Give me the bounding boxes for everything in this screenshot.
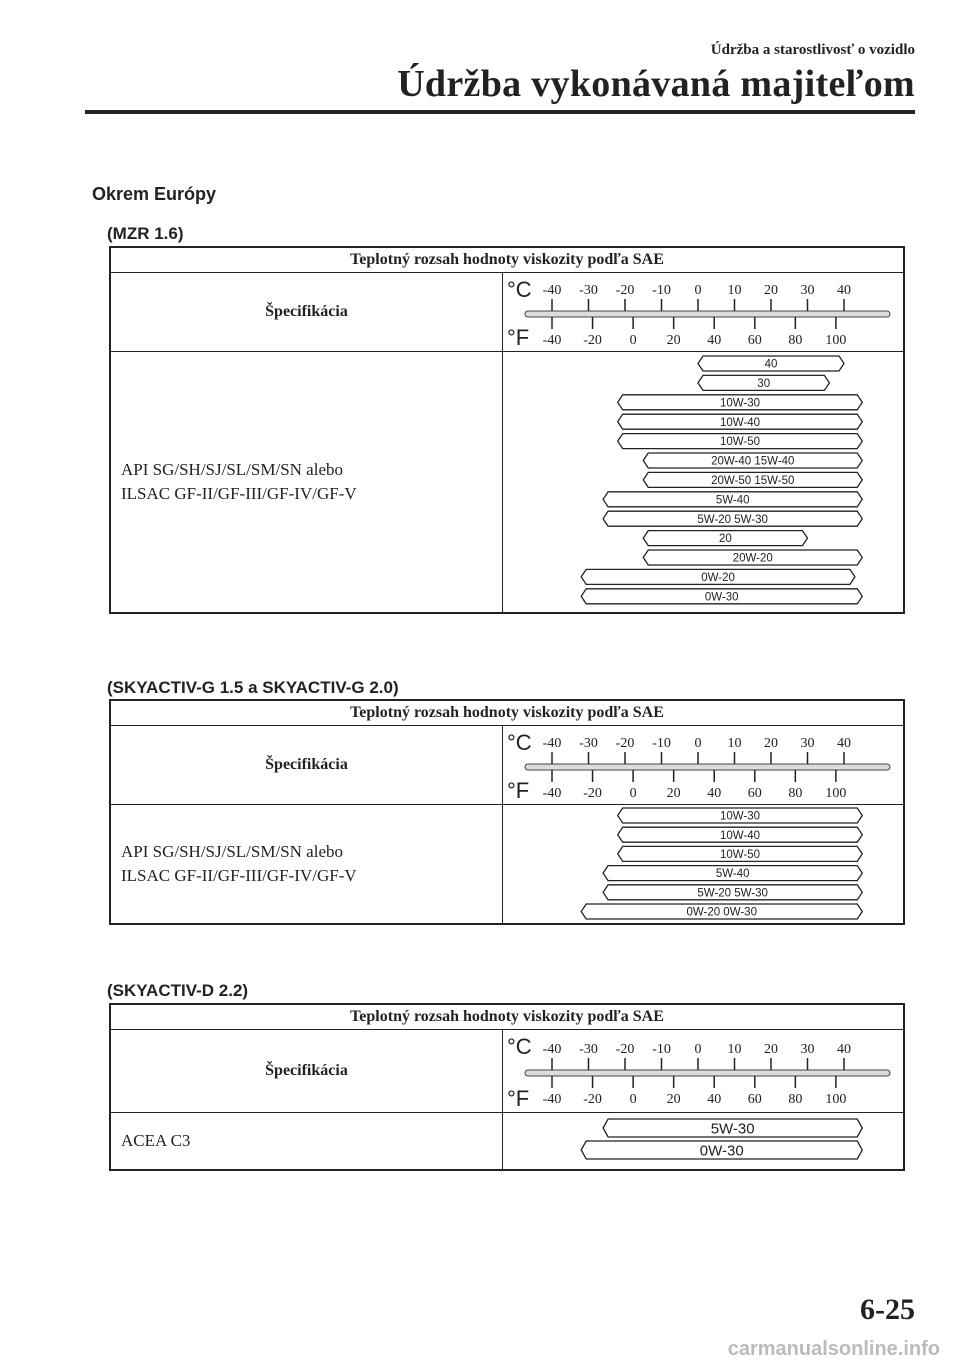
- viscosity-bar-label: 5W-30: [710, 1120, 755, 1138]
- fahrenheit-tick-label: 0: [629, 1092, 637, 1107]
- celsius-tick-label: 10: [727, 736, 742, 751]
- viscosity-bar-label: 5W-20 5W-30: [697, 887, 768, 900]
- celsius-tick-label: -20: [615, 1042, 635, 1057]
- section-label-skyactiv-d: (SKYACTIV-D 2.2): [107, 981, 249, 1000]
- celsius-tick-label: 30: [800, 736, 815, 751]
- celsius-tick-label: 40: [837, 1042, 851, 1057]
- scale-line: [525, 764, 890, 770]
- spec-label: Špecifikácia: [110, 726, 503, 805]
- viscosity-bar-label: 0W-20: [701, 572, 735, 585]
- viscosity-bar-label: 20W-20: [732, 552, 773, 565]
- fahrenheit-tick-label: 60: [747, 1092, 762, 1107]
- celsius-tick-label: 40: [837, 283, 851, 298]
- viscosity-bar-label: 5W-40: [715, 494, 750, 507]
- fahrenheit-tick-label: -40: [542, 333, 562, 348]
- celsius-tick-label: 40: [837, 736, 851, 751]
- spec-label: Špecifikácia: [110, 273, 503, 352]
- celsius-tick-label: 10: [727, 283, 742, 298]
- viscosity-table-skyactiv-g: [109, 699, 905, 925]
- celsius-tick-label: -40: [542, 283, 562, 298]
- fahrenheit-tick-label: 100: [825, 786, 847, 801]
- fahrenheit-tick-label: -40: [542, 1092, 562, 1107]
- section-label-skyactiv-g: (SKYACTIV-G 1.5 a SKYACTIV-G 2.0): [107, 678, 399, 697]
- section-label-mzr: (MZR 1.6): [107, 224, 184, 243]
- fahrenheit-tick-label: -40: [542, 786, 562, 801]
- spec-label: Špecifikácia: [110, 1030, 503, 1113]
- header-chapter: Údržba a starostlivosť o vozidlo: [710, 42, 915, 58]
- fahrenheit-tick-label: 20: [666, 333, 681, 348]
- oil-spec-line-1: ACEA C3: [121, 1131, 191, 1150]
- celsius-tick-label: 0: [694, 736, 702, 751]
- celsius-tick-label: -30: [579, 283, 598, 298]
- temperature-scale: [503, 726, 905, 805]
- celsius-tick-label: -10: [652, 1042, 671, 1057]
- viscosity-bar-label: 10W-40: [719, 829, 761, 842]
- fahrenheit-tick-label: 40: [707, 786, 722, 801]
- fahrenheit-tick-label: 20: [666, 786, 681, 801]
- celsius-tick-label: -40: [542, 1042, 562, 1057]
- fahrenheit-tick-label: -20: [583, 786, 602, 801]
- fahrenheit-tick-label: 40: [707, 1092, 722, 1107]
- viscosity-bar-label: 40: [764, 358, 778, 371]
- fahrenheit-unit: °F: [507, 1086, 530, 1111]
- celsius-tick-label: 20: [764, 1042, 778, 1057]
- temperature-scale: [503, 273, 905, 352]
- viscosity-bar-label: 20: [718, 533, 732, 546]
- page-number: 6-25: [860, 1293, 915, 1326]
- celsius-tick-label: 20: [764, 283, 778, 298]
- celsius-unit: °C: [507, 730, 532, 755]
- celsius-tick-label: -40: [542, 736, 562, 751]
- scale-line: [525, 311, 890, 317]
- region-title: Okrem Európy: [92, 184, 217, 204]
- watermark: carmanualsonline.info: [727, 1338, 940, 1360]
- celsius-tick-label: -30: [579, 1042, 598, 1057]
- oil-spec: [110, 352, 503, 614]
- fahrenheit-tick-label: 60: [747, 333, 762, 348]
- celsius-tick-label: 10: [727, 1042, 742, 1057]
- oil-spec-line-1: API SG/SH/SJ/SL/SM/SN alebo: [121, 460, 343, 479]
- celsius-tick-label: 30: [800, 1042, 815, 1057]
- table-title: Teplotný rozsah hodnoty viskozity podľa SAE: [110, 700, 904, 726]
- viscosity-table-skyactiv-d: [109, 1003, 905, 1171]
- fahrenheit-tick-label: 0: [629, 786, 637, 801]
- viscosity-bar-label: 30: [757, 378, 771, 391]
- celsius-tick-label: -20: [615, 736, 635, 751]
- viscosity-bar-label: 10W-30: [719, 397, 761, 410]
- viscosity-bar-label: 0W-30: [704, 591, 739, 604]
- fahrenheit-tick-label: 20: [666, 1092, 681, 1107]
- viscosity-bar-label: 5W-40: [715, 868, 750, 881]
- fahrenheit-unit: °F: [507, 325, 530, 350]
- viscosity-bars: [503, 352, 905, 614]
- celsius-tick-label: 0: [694, 1042, 702, 1057]
- fahrenheit-tick-label: 100: [825, 1092, 847, 1107]
- table-title: Teplotný rozsah hodnoty viskozity podľa SAE: [110, 1004, 904, 1030]
- fahrenheit-tick-label: 80: [788, 333, 803, 348]
- oil-spec: [110, 805, 503, 925]
- fahrenheit-tick-label: -20: [583, 1092, 602, 1107]
- fahrenheit-tick-label: 60: [747, 786, 762, 801]
- fahrenheit-tick-label: 40: [707, 333, 722, 348]
- celsius-tick-label: 20: [764, 736, 778, 751]
- viscosity-bar-label: 20W-50 15W-50: [711, 475, 795, 488]
- header-rule: [85, 110, 915, 114]
- celsius-tick-label: 30: [800, 283, 815, 298]
- viscosity-bars: [503, 1113, 905, 1171]
- fahrenheit-unit: °F: [507, 778, 530, 803]
- viscosity-table-mzr: [109, 246, 905, 614]
- viscosity-bar-label: 0W-20 0W-30: [686, 906, 757, 919]
- celsius-unit: °C: [507, 277, 532, 302]
- fahrenheit-tick-label: 100: [825, 333, 847, 348]
- celsius-unit: °C: [507, 1034, 532, 1059]
- fahrenheit-tick-label: 0: [629, 333, 637, 348]
- temperature-scale: [503, 1030, 905, 1113]
- celsius-tick-label: -10: [652, 283, 671, 298]
- fahrenheit-tick-label: -20: [583, 333, 602, 348]
- viscosity-bars: [503, 805, 905, 925]
- table-title: Teplotný rozsah hodnoty viskozity podľa SAE: [110, 247, 904, 273]
- celsius-tick-label: -30: [579, 736, 598, 751]
- oil-spec-line-2: ILSAC GF-II/GF-III/GF-IV/GF-V: [121, 484, 357, 503]
- viscosity-bar-label: 10W-30: [719, 810, 761, 823]
- celsius-tick-label: 0: [694, 283, 702, 298]
- celsius-tick-label: -20: [615, 283, 635, 298]
- viscosity-bar-label: 5W-20 5W-30: [697, 513, 768, 526]
- scale-line: [525, 1070, 890, 1076]
- celsius-tick-label: -10: [652, 736, 671, 751]
- viscosity-bar-label: 10W-50: [719, 436, 761, 449]
- viscosity-bar-label: 10W-40: [719, 416, 761, 429]
- fahrenheit-tick-label: 80: [788, 1092, 803, 1107]
- viscosity-bar-label: 20W-40 15W-40: [711, 455, 795, 468]
- oil-spec-line-2: ILSAC GF-II/GF-III/GF-IV/GF-V: [121, 866, 357, 885]
- oil-spec: [110, 1113, 503, 1171]
- viscosity-bar-label: 0W-30: [699, 1142, 744, 1160]
- fahrenheit-tick-label: 80: [788, 786, 803, 801]
- page-title: Údržba vykonávaná majiteľom: [397, 63, 915, 105]
- viscosity-bar-label: 10W-50: [719, 849, 761, 862]
- oil-spec-line-1: API SG/SH/SJ/SL/SM/SN alebo: [121, 842, 343, 861]
